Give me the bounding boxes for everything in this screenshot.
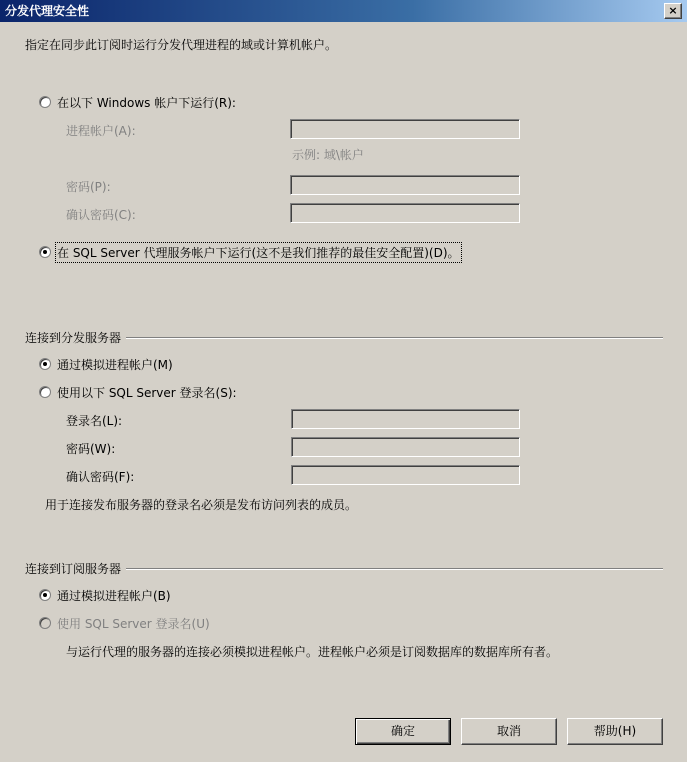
- radio-subscriber-sql-login[interactable]: [39, 617, 51, 629]
- radio-subscriber-sql-login-label[interactable]: 使用 SQL Server 登录名(U): [57, 617, 210, 631]
- distributor-divider: [126, 337, 663, 339]
- process-account-input[interactable]: [290, 119, 520, 139]
- subscriber-note: 与运行代理的服务器的连接必须模拟进程帐户。进程帐户必须是订阅数据库的数据库所有者。: [66, 645, 559, 659]
- radio-windows-account-label[interactable]: 在以下 Windows 帐户下运行(R):: [57, 96, 236, 110]
- cancel-button[interactable]: 取消: [461, 718, 557, 745]
- process-account-label: 进程帐户(A):: [66, 124, 136, 138]
- radio-subscriber-impersonate[interactable]: [39, 589, 51, 601]
- radio-distributor-sql-login[interactable]: [39, 386, 51, 398]
- close-icon: ×: [668, 4, 678, 17]
- distributor-note: 用于连接发布服务器的登录名必须是发布访问列表的成员。: [45, 498, 358, 512]
- distributor-password-label: 密码(W):: [66, 442, 116, 456]
- distributor-login-label: 登录名(L):: [66, 414, 123, 428]
- title-bar: [0, 0, 687, 22]
- window-title: 分发代理安全性: [5, 4, 90, 18]
- radio-sqlagent-account[interactable]: [39, 246, 51, 258]
- distributor-heading: 连接到分发服务器: [25, 331, 122, 345]
- radio-windows-account[interactable]: [39, 96, 51, 108]
- distributor-login-input[interactable]: [291, 409, 520, 429]
- ok-button[interactable]: 确定: [355, 718, 451, 745]
- radio-subscriber-impersonate-label[interactable]: 通过模拟进程帐户(B): [57, 589, 171, 603]
- account-example-text: 示例: 域\帐户: [292, 148, 364, 162]
- process-password-label: 密码(P):: [66, 180, 111, 194]
- subscriber-heading: 连接到订阅服务器: [25, 562, 122, 576]
- process-password-input[interactable]: [290, 175, 520, 195]
- process-confirm-label: 确认密码(C):: [66, 208, 136, 222]
- radio-sqlagent-account-label[interactable]: 在 SQL Server 代理服务帐户下运行(这不是我们推荐的最佳安全配置)(D)。: [57, 246, 460, 260]
- close-button[interactable]: [664, 3, 682, 19]
- help-button[interactable]: 帮助(H): [567, 718, 663, 745]
- process-confirm-input[interactable]: [290, 203, 520, 223]
- radio-distributor-impersonate-label[interactable]: 通过模拟进程帐户(M): [57, 358, 173, 372]
- subscriber-divider: [126, 568, 663, 570]
- radio-distributor-impersonate[interactable]: [39, 358, 51, 370]
- intro-text: 指定在同步此订阅时运行分发代理进程的域或计算机帐户。: [25, 38, 338, 52]
- radio-distributor-sql-login-label[interactable]: 使用以下 SQL Server 登录名(S):: [57, 386, 237, 400]
- distributor-confirm-label: 确认密码(F):: [66, 470, 135, 484]
- distributor-password-input[interactable]: [291, 437, 520, 457]
- distributor-confirm-input[interactable]: [291, 465, 520, 485]
